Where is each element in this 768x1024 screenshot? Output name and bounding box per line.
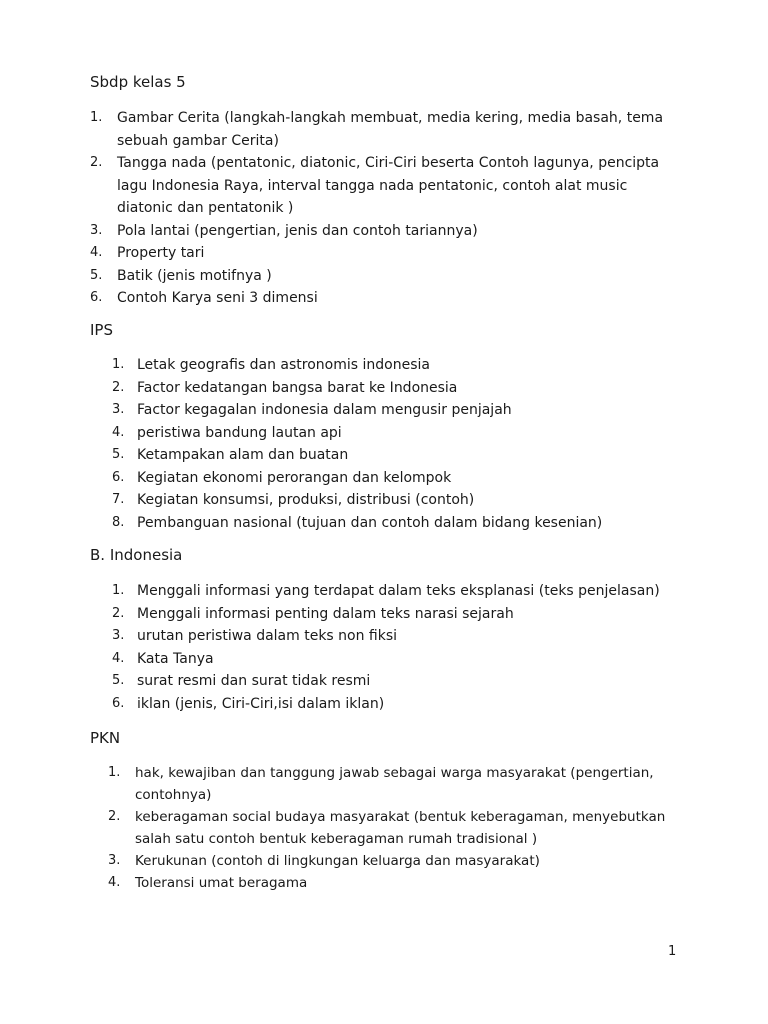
page-number: 1: [668, 944, 677, 959]
list-item-text: urutan peristiwa dalam teks non fiksi: [137, 628, 398, 644]
list-item: [108, 806, 685, 850]
numbered-list: [112, 580, 677, 715]
list-item-text: surat resmi dan surat tidak resmi: [137, 673, 371, 689]
list-item-text: Menggali informasi yang terdapat dalam teks eksplanasi (teks penjelasan): [137, 583, 660, 599]
list-item-text: Factor kedatangan bangsa barat ke Indonesia: [137, 379, 458, 396]
list-item: [112, 512, 677, 535]
list-item-text: Kegiatan konsumsi, produksi, distribusi (contoh): [137, 492, 475, 508]
list-item-text: Pola lantai (pengertian, jenis dan contoh tariannya): [117, 222, 478, 239]
section-heading: IPS: [90, 321, 113, 339]
list-number: 1.: [90, 110, 103, 125]
list-item-text: Gambar Cerita (langkah-langkah membuat, media kering, media basah, tema sebuah gambar Cerita): [117, 110, 664, 149]
list-number: 6.: [112, 469, 125, 485]
numbered-list: [90, 107, 677, 310]
numbered-list: [108, 762, 685, 894]
list-number: 5.: [90, 267, 103, 283]
list-item: [108, 872, 685, 894]
list-item-text: Letak geografis dan astronomis indonesia: [137, 357, 430, 373]
list-number: 6.: [90, 290, 103, 305]
list-item-text: Menggali informasi penting dalam teks narasi sejarah: [137, 605, 514, 622]
list-item: [90, 107, 677, 152]
list-number: 1.: [112, 357, 125, 372]
list-item: [90, 242, 677, 265]
section-heading: B. Indonesia: [90, 546, 183, 564]
list-item: [112, 444, 677, 467]
list-item-text: Factor kegagalan indonesia dalam mengusir penjajah: [137, 402, 512, 418]
list-number: 4.: [90, 245, 103, 260]
list-item: [112, 422, 677, 445]
list-item: [90, 287, 677, 310]
list-number: 6.: [112, 695, 125, 711]
list-item: [112, 354, 677, 377]
list-number: 4.: [112, 650, 125, 666]
list-item-text: Toleransi umat beragama: [135, 875, 308, 891]
list-number: 7.: [112, 492, 125, 507]
list-number: 3.: [112, 628, 125, 643]
list-item: [108, 762, 685, 806]
list-item: [112, 648, 677, 671]
list-item: [112, 625, 677, 648]
section-heading: Sbdp kelas 5: [90, 73, 186, 91]
list-item-text: Contoh Karya seni 3 dimensi: [117, 290, 318, 306]
list-item: [112, 489, 677, 512]
list-item: [112, 399, 677, 422]
list-item-text: keberagaman social budaya masyarakat (bentuk keberagaman, menyebutkan salah satu contoh bentuk keberagaman rumah tradisional ): [135, 809, 666, 847]
list-number: 1.: [112, 583, 125, 598]
list-item-text: Ketampakan alam dan buatan: [137, 447, 349, 463]
list-number: 2.: [112, 379, 125, 395]
list-item-text: iklan (jenis, Ciri-Ciri,isi dalam iklan): [137, 695, 385, 712]
list-item-text: Tangga nada (pentatonic, diatonic, Ciri-Ciri beserta Contoh lagunya, pencipta lagu Indonesia Raya, interval tangga nada pentatonic, contoh alat music diatonic dan pentatonik ): [117, 155, 660, 216]
list-number: 3.: [112, 402, 125, 417]
list-number: 2.: [112, 605, 125, 621]
list-number: 4.: [112, 424, 125, 440]
list-item: [112, 603, 677, 626]
list-number: 5.: [112, 673, 125, 688]
list-item: [90, 152, 677, 220]
list-item-text: Kegiatan ekonomi perorangan dan kelompok: [137, 469, 452, 486]
list-number: 3.: [90, 222, 103, 238]
list-item-text: Property tari: [117, 245, 205, 261]
list-item: [90, 220, 677, 243]
list-item: [108, 850, 685, 872]
list-number: 2.: [90, 155, 103, 170]
list-number: 1.: [108, 765, 121, 780]
list-number: 5.: [112, 447, 125, 462]
list-number: 3.: [108, 853, 121, 868]
list-item: [112, 693, 677, 716]
list-number: 4.: [108, 875, 121, 890]
list-item-text: Kerukunan (contoh di lingkungan keluarga dan masyarakat): [135, 853, 540, 869]
list-item-text: hak, kewajiban dan tanggung jawab sebagai warga masyarakat (pengertian, contohnya): [135, 765, 654, 803]
list-item: [112, 580, 677, 603]
list-item: [112, 467, 677, 490]
list-item: [90, 265, 677, 288]
numbered-list: [112, 354, 677, 534]
list-number: 8.: [112, 514, 125, 530]
list-item-text: peristiwa bandung lautan api: [137, 424, 342, 441]
list-number: 2.: [108, 809, 121, 824]
list-item: [112, 377, 677, 400]
list-item-text: Batik (jenis motifnya ): [117, 267, 272, 284]
section-heading: PKN: [90, 729, 121, 747]
list-item: [112, 670, 677, 693]
list-item-text: Kata Tanya: [137, 650, 214, 667]
list-item-text: Pembanguan nasional (tujuan dan contoh dalam bidang kesenian): [137, 514, 603, 531]
